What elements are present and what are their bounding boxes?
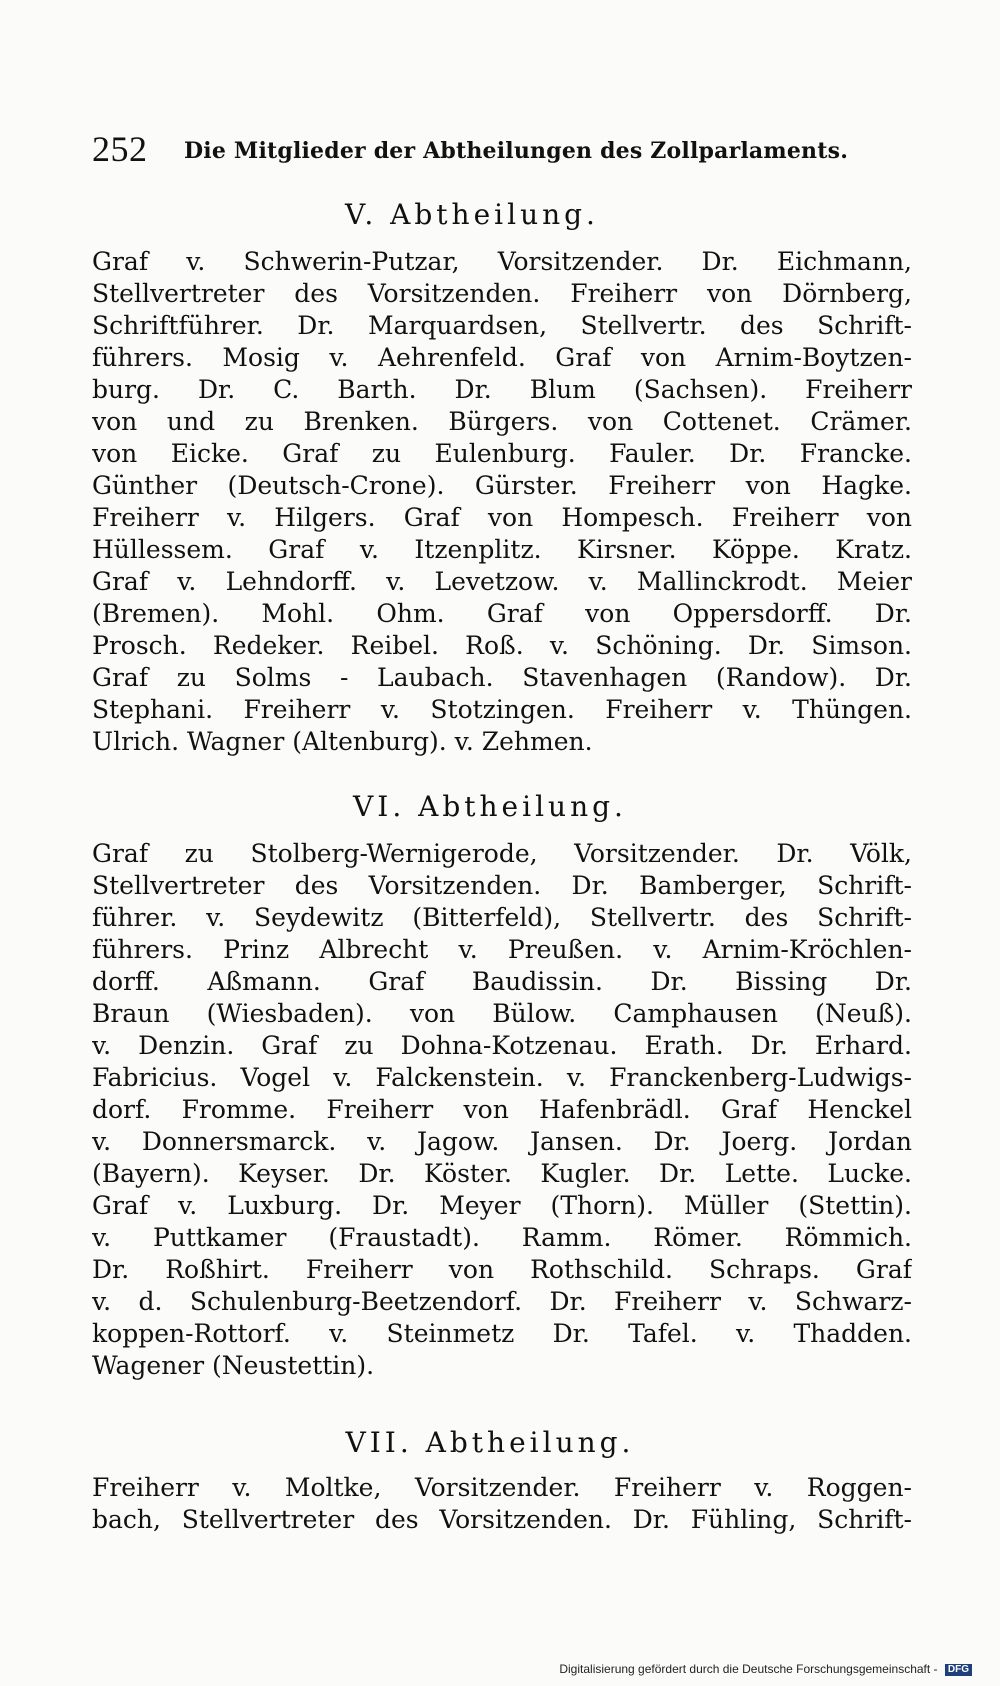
text-line: (Bayern). Keyser. Dr. Köster. Kugler. Dr. Lette. Lucke. xyxy=(92,1159,912,1188)
text-line: v. d. Schulenburg-Beetzendorf. Dr. Freiherr v. Schwarz- xyxy=(92,1287,912,1316)
text-line: koppen-Rottorf. v. Steinmetz Dr. Tafel. v. Thadden. xyxy=(92,1319,912,1348)
text-line: v. Donnersmarck. v. Jagow. Jansen. Dr. Joerg. Jordan xyxy=(92,1127,912,1156)
text-line: Braun (Wiesbaden). von Bülow. Camphausen (Neuß). xyxy=(92,999,912,1028)
digitization-footer xyxy=(559,1662,972,1676)
section-heading-v: V. Abtheilung. xyxy=(345,198,599,231)
text-line: v. Denzin. Graf zu Dohna-Kotzenau. Erath. Dr. Erhard. xyxy=(92,1031,912,1060)
text-line: Stellvertreter des Vorsitzenden. Dr. Bamberger, Schrift- xyxy=(92,871,912,900)
dfg-logo-icon: DFG xyxy=(945,1664,972,1676)
text-line: führers. Prinz Albrecht v. Preußen. v. Arnim-Kröchlen- xyxy=(92,935,912,964)
text-line: Wagener (Neustettin). xyxy=(92,1351,375,1380)
text-line: bach, Stellvertreter des Vorsitzenden. Dr. Fühling, Schrift- xyxy=(92,1505,912,1534)
text-line: Graf v. Lehndorff. v. Levetzow. v. Mallinckrodt. Meier xyxy=(92,567,912,596)
section-heading-vi: VI. Abtheilung. xyxy=(353,790,627,823)
text-line: Hüllessem. Graf v. Itzenplitz. Kirsner. Köppe. Kratz. xyxy=(92,535,912,564)
text-line: Freiherr v. Hilgers. Graf von Hompesch. Freiherr von xyxy=(92,503,912,532)
text-line: Stephani. Freiherr v. Stotzingen. Freiherr v. Thüngen. xyxy=(92,695,912,724)
text-line: dorf. Fromme. Freiherr von Hafenbrädl. Graf Henckel xyxy=(92,1095,912,1124)
text-line: Stellvertreter des Vorsitzenden. Freiherr von Dörnberg, xyxy=(92,279,912,308)
section-body-v xyxy=(92,246,912,758)
section-body-vii xyxy=(92,1472,912,1536)
text-line: Günther (Deutsch-Crone). Gürster. Freiherr von Hagke. xyxy=(92,471,912,500)
text-line: Graf zu Solms - Laubach. Stavenhagen (Randow). Dr. xyxy=(92,663,912,692)
text-line: Freiherr v. Moltke, Vorsitzender. Freiherr v. Roggen- xyxy=(92,1473,912,1502)
text-line: von und zu Brenken. Bürgers. von Cottenet. Crämer. xyxy=(92,407,912,436)
text-line: Dr. Roßhirt. Freiherr von Rothschild. Schraps. Graf xyxy=(92,1255,912,1284)
page-number: 252 xyxy=(92,129,148,169)
text-line: von Eicke. Graf zu Eulenburg. Fauler. Dr. Francke. xyxy=(92,439,912,468)
text-line: burg. Dr. C. Barth. Dr. Blum (Sachsen). Freiherr xyxy=(92,375,912,404)
text-line: Graf zu Stolberg-Wernigerode, Vorsitzender. Dr. Völk, xyxy=(92,839,912,868)
text-line: Graf v. Schwerin-Putzar, Vorsitzender. Dr. Eichmann, xyxy=(92,247,912,276)
text-line: Prosch. Redeker. Reibel. Roß. v. Schöning. Dr. Simson. xyxy=(92,631,912,660)
section-body-vi xyxy=(92,838,912,1382)
text-line: Ulrich. Wagner (Altenburg). v. Zehmen. xyxy=(92,727,593,756)
text-line: Fabricius. Vogel v. Falckenstein. v. Franckenberg-Ludwigs- xyxy=(92,1063,912,1092)
text-line: führer. v. Seydewitz (Bitterfeld), Stellvertr. des Schrift- xyxy=(92,903,912,932)
text-line: Graf v. Luxburg. Dr. Meyer (Thorn). Müller (Stettin). xyxy=(92,1191,912,1220)
text-line: dorff. Aßmann. Graf Baudissin. Dr. Bissing Dr. xyxy=(92,967,912,996)
running-title: Die Mitglieder der Abtheilungen des Zollparlaments. xyxy=(184,138,849,164)
text-line: (Bremen). Mohl. Ohm. Graf von Oppersdorff. Dr. xyxy=(92,599,912,628)
running-head xyxy=(92,128,912,172)
text-line: führers. Mosig v. Aehrenfeld. Graf von Arnim-Boytzen- xyxy=(92,343,912,372)
section-heading-vii: VII. Abtheilung. xyxy=(345,1426,635,1459)
footer-text: Digitalisierung gefördert durch die Deutsche Forschungsgemeinschaft - xyxy=(559,1662,938,1676)
text-line: v. Puttkamer (Fraustadt). Ramm. Römer. Römmich. xyxy=(92,1223,912,1252)
text-line: Schriftführer. Dr. Marquardsen, Stellvertr. des Schrift- xyxy=(92,311,912,340)
